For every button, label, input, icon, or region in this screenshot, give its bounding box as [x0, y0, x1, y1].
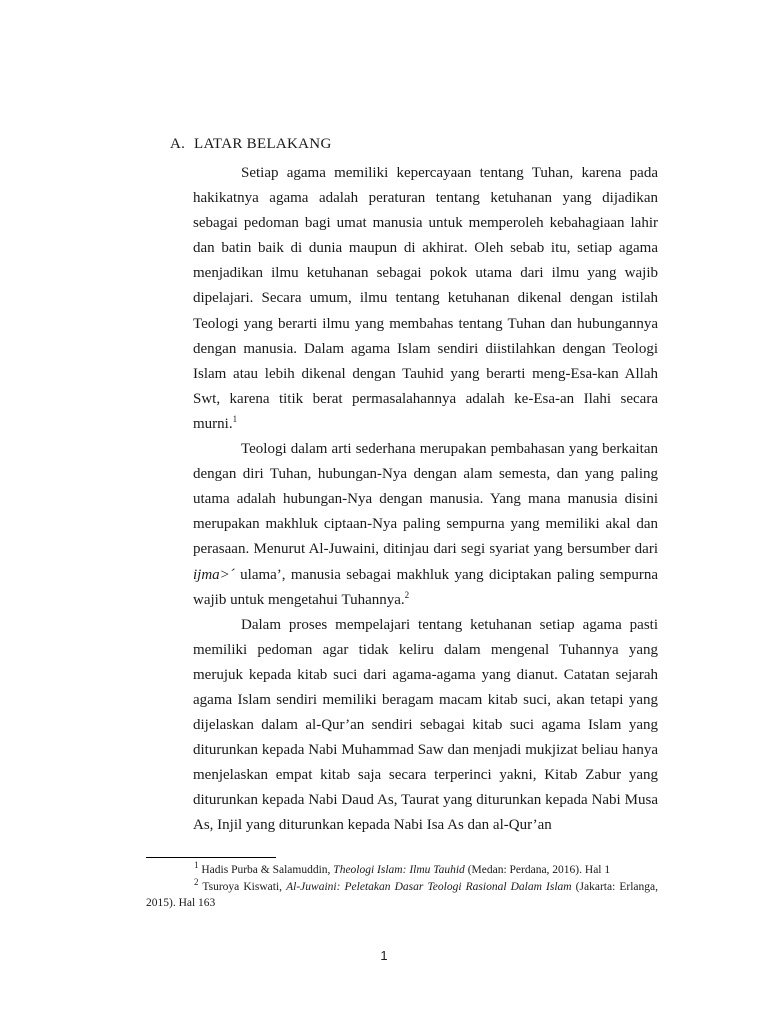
paragraph-text: Dalam proses mempelajari tentang ketuhanan setiap agama pasti memiliki pedoman agar tidak keliru dalam mengenal Tuhannya yang merujuk kepada kitab suci dari agama-agama yang dianut. Catatan sejarah agama Islam sendiri memiliki beragam macam kitab suci, akan tetapi yang dijelaskan dalam al-Qur’an sendiri sebagai kitab suci agama Islam yang diturunkan kepada Nabi Muhammad Saw dan menjadi mukjizat beliau hanya menjelaskan empat kitab saja secara terperinci yakni, Kitab Zabur yang diturunkan kepada Nabi Daud As, Taurat yang diturunkan kepada Nabi Musa As, Injil yang diturunkan kepada Nabi Isa As dan al-Qur’an	[193, 616, 658, 834]
section-title: LATAR BELAKANG	[194, 136, 332, 152]
italic-term: ijma>´	[193, 566, 235, 583]
section-heading	[170, 136, 332, 153]
footnote-reference: 1	[232, 413, 238, 424]
body-text	[193, 161, 658, 839]
paragraph	[193, 437, 658, 613]
footnote	[146, 876, 658, 912]
footnote-title: Al-Juwaini: Peletakan Dasar Teologi Rasional Dalam Islam	[286, 880, 572, 893]
footnote-number: 1	[194, 860, 199, 871]
footnote-text: Hadis Purba & Salamuddin,	[198, 864, 334, 876]
footnote-text: (Jakarta: Erlanga, 2015). Hal 163	[146, 880, 658, 909]
footnote-title: Theologi Islam: Ilmu Tauhid	[333, 864, 465, 876]
footnote-number: 2	[194, 876, 199, 887]
footnote-reference: 2	[404, 589, 410, 600]
paragraph-text: ulama’, manusia sebagai makhluk yang diciptakan paling sempurna wajib untuk mengetahui Tuhannya.	[193, 566, 658, 608]
paragraph-text: Setiap agama memiliki kepercayaan tentang Tuhan, karena pada hakikatnya agama adalah peraturan tentang ketuhanan yang dijadikan sebagai pedoman bagi umat manusia untuk memperoleh kebahagiaan lahir dan batin baik di dunia maupun di akhirat. Oleh sebab itu, setiap agama menjadikan ilmu ketuhanan sebagai pokok utama dari ilmu yang wajib dipelajari. Secara umum, ilmu tentang ketuhanan dikenal dengan istilah Teologi yang berarti ilmu yang membahas tentang Tuhan dan hubungannya dengan manusia. Dalam agama Islam sendiri diistilahkan dengan Teologi Islam atau lebih dikenal dengan Tauhid yang berarti meng-Esa-kan Allah Swt, karena titik berat permasalahannya adalah ke-Esa-an Ilahi secara murni.	[193, 165, 658, 432]
footnote	[146, 862, 658, 879]
paragraph-text: Teologi dalam arti sederhana merupakan pembahasan yang berkaitan dengan diri Tuhan, hubungan-Nya dengan alam semesta, dan yang paling utama adalah hubungan-Nya dengan manusia. Yang mana manusia disini merupakan makhluk ciptaan-Nya paling sempurna yang memiliki akal dan perasaan. Menurut Al-Juwaini, ditinjau dari segi syariat yang bersumber dari	[193, 441, 658, 558]
footnotes	[146, 862, 658, 912]
paragraph	[193, 613, 658, 839]
page-number: 1	[380, 948, 388, 963]
footnote-text: (Medan: Perdana, 2016). Hal 1	[464, 864, 611, 876]
footnote-text: Tsuroya Kiswati,	[198, 880, 287, 893]
footnote-separator	[146, 857, 276, 858]
section-number: A.	[170, 136, 186, 152]
paragraph	[193, 161, 658, 437]
